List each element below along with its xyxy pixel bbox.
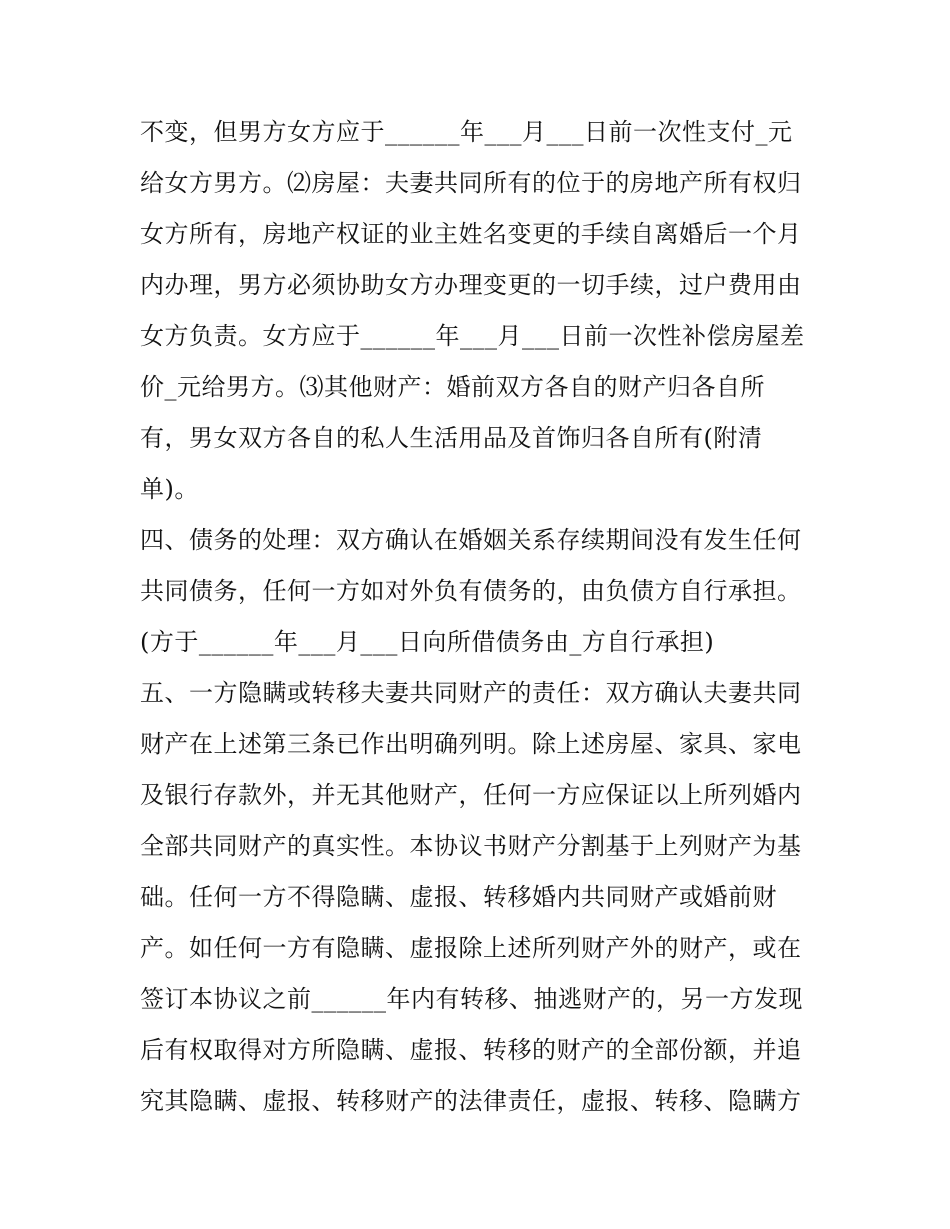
text-line: (方于______年___月___日向所借债务由_方自行承担) <box>140 628 715 656</box>
text-line: 财产在上述第三条已作出明确列明。除上述房屋、家具、家电 <box>140 730 802 758</box>
text-line: 四、债务的处理：双方确认在婚姻关系存续期间没有发生任何 <box>140 526 802 554</box>
text-line: 签订本协议之前______年内有转移、抽逃财产的，另一方发现 <box>140 985 803 1013</box>
text-line: 女方所有，房地产权证的业主姓名变更的手续自离婚后一个月 <box>140 220 802 248</box>
text-line: 共同债务，任何一方如对外负有债务的，由负债方自行承担。 <box>140 577 802 605</box>
text-line: 究其隐瞒、虚报、转移财产的法律责任，虚报、转移、隐瞒方 <box>140 1087 802 1115</box>
text-line: 及银行存款外，并无其他财产，任何一方应保证以上所列婚内 <box>140 781 802 809</box>
text-line: 础。任何一方不得隐瞒、虚报、转移婚内共同财产或婚前财 <box>140 883 777 911</box>
text-line: 给女方男方。⑵房屋：夫妻共同所有的位于的房地产所有权归 <box>140 169 802 197</box>
text-line: 价_元给男方。⑶其他财产：婚前双方各自的财产归各自所 <box>140 373 765 401</box>
text-line: 后有权取得对方所隐瞒、虚报、转移的财产的全部份额，并追 <box>140 1036 802 1064</box>
text-line: 五、一方隐瞒或转移夫妻共同财产的责任：双方确认夫妻共同 <box>140 679 802 707</box>
text-line: 有，男女双方各自的私人生活用品及首饰归各自所有(附清 <box>140 424 763 452</box>
text-line: 内办理，男方必须协助女方办理变更的一切手续，过户费用由 <box>140 271 802 299</box>
text-line: 女方负责。女方应于______年___月___日前一次性补偿房屋差 <box>140 322 805 350</box>
text-line: 全部共同财产的真实性。本协议书财产分割基于上列财产为基 <box>140 832 802 860</box>
text-line: 单)。 <box>140 475 199 503</box>
text-line: 不变，但男方女方应于______年___月___日前一次性支付_元 <box>140 118 793 146</box>
text-line: 产。如任何一方有隐瞒、虚报除上述所列财产外的财产，或在 <box>140 934 802 962</box>
document-body <box>140 107 830 1127</box>
